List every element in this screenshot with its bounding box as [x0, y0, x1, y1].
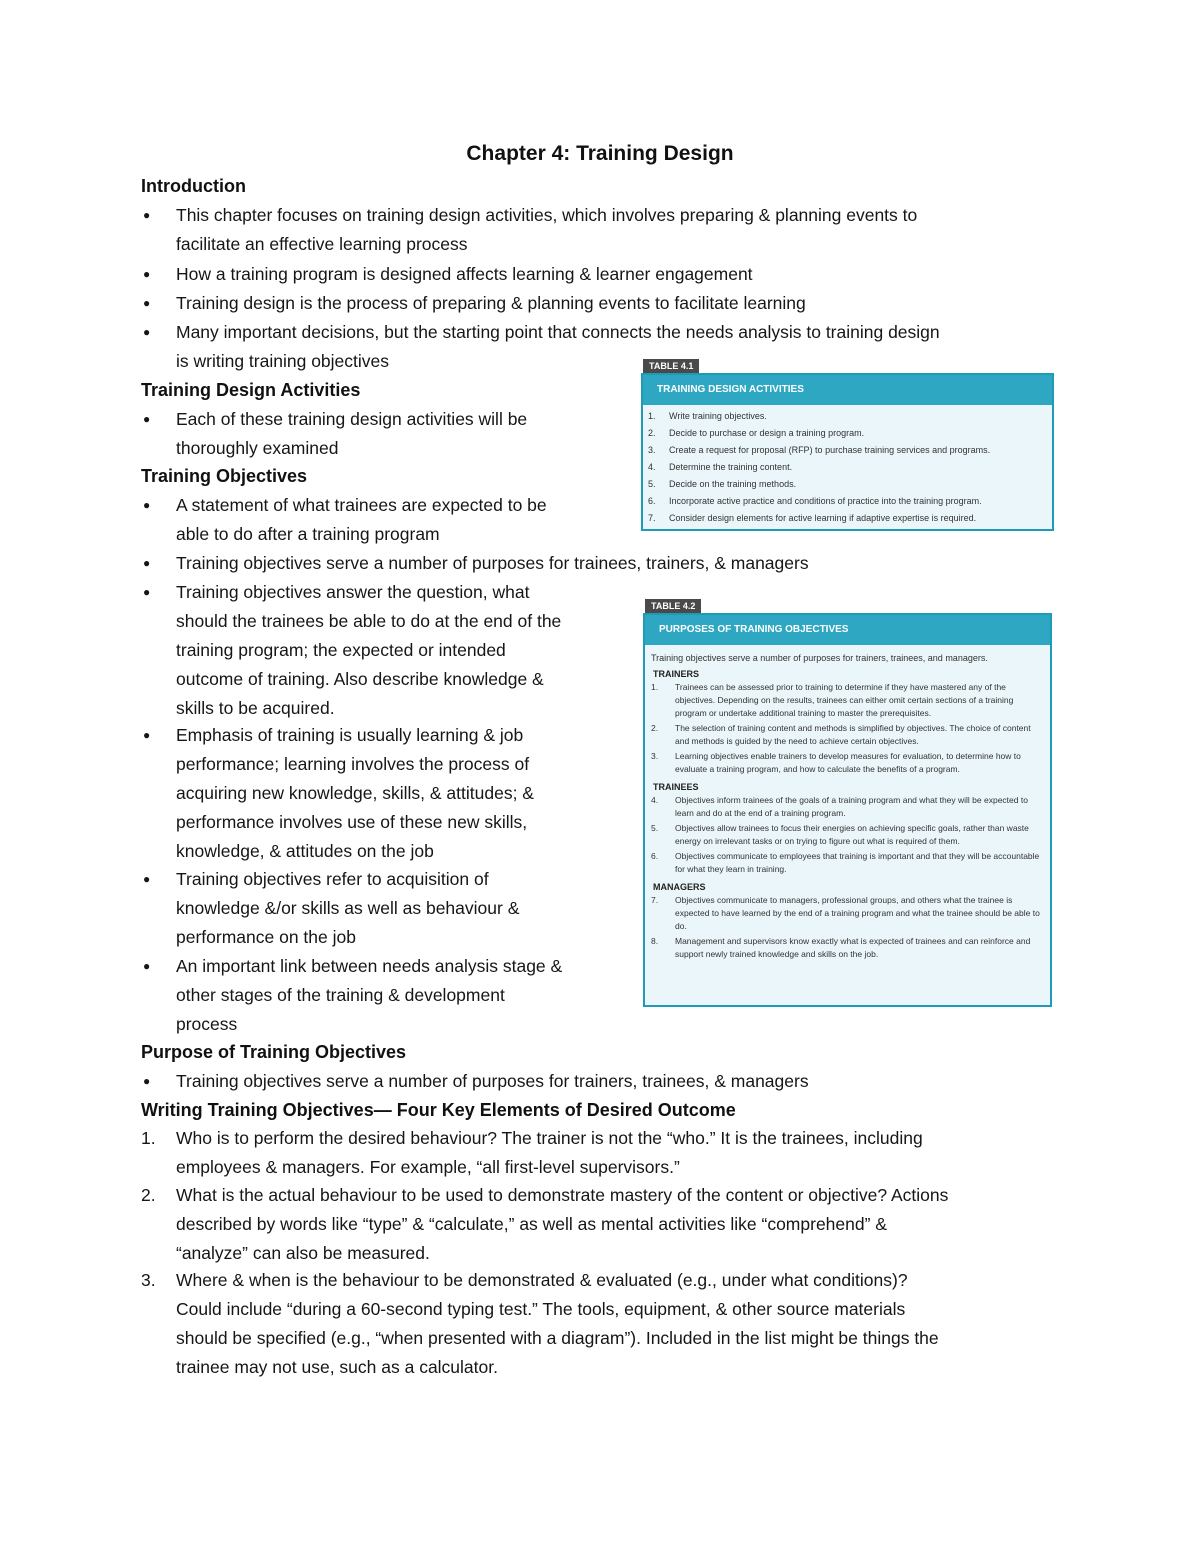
table-row: 1. Trainees can be assessed prior to training to determine if they have mastered any of the objectives. Depending on the results, trainees can either omit certain sections of a training program or undertake additional training to master the prerequisites. [651, 682, 1014, 718]
table-row: 5. Decide on the training methods. [648, 479, 797, 489]
table-header: TRAINING DESIGN ACTIVITIES [643, 375, 1052, 405]
list-item: ● Training objectives serve a number of purposes for trainers, trainees, & managers [176, 1067, 809, 1096]
list-item: ● This chapter focuses on training design activities, which involves preparing & planning events to facilitate an effective learning process [176, 201, 917, 259]
bullet-icon: ● [143, 585, 151, 599]
bullet-icon: ● [143, 208, 151, 222]
table-row: 5. Objectives allow trainees to focus their energies on achieving specific goals, rather than waste energy on irrelevant tasks or on trying to figure out what is required of them. [651, 823, 1029, 846]
bullet-icon: ● [143, 1074, 151, 1088]
list-item: ● Training objectives serve a number of purposes for trainees, trainers, & managers [176, 549, 809, 578]
table-training-design-activities [641, 359, 1054, 531]
bullet-icon: ● [143, 728, 151, 742]
section-heading-activities: Training Design Activities [141, 380, 361, 400]
numbered-item: 1. Who is to perform the desired behaviour? The trainer is not the “who.” It is the trainees, including employees & managers. For example, “all first-level supervisors.” [141, 1128, 923, 1177]
numbered-item: 2. What is the actual behaviour to be used to demonstrate mastery of the content or objective? Actions described by words like “type” & “calculate,” as well as mental activities like “comprehend” & “analyze” can also be measured. [141, 1185, 949, 1263]
table-header: PURPOSES OF TRAINING OBJECTIVES [645, 615, 1050, 645]
bullet-icon: ● [143, 412, 151, 426]
table-row: 6. Incorporate active practice and conditions of practice into the training program. [648, 496, 982, 506]
list-item: ● A statement of what trainees are expected to be able to do after a training program [176, 491, 547, 549]
numbered-item: 3. Where & when is the behaviour to be demonstrated & evaluated (e.g., under what conditions)? Could include “during a 60-second typing test.” The tools, equipment, & other source materials should be specified (e.g., “when presented with a diagram”). Included in the list might be things the trainee may not use, such as a calculator. [141, 1270, 939, 1377]
table-group-trainees: TRAINEES [653, 782, 699, 792]
section-heading-writing: Writing Training Objectives— Four Key Elements of Desired Outcome [141, 1100, 736, 1120]
bullet-icon: ● [143, 556, 151, 570]
table-intro: Training objectives serve a number of purposes for trainers, trainees, and managers. [651, 653, 988, 663]
table-row: 4. Objectives inform trainees of the goals of a training program and what they will be expected to learn and do at the end of a training program. [651, 795, 1028, 818]
table-group-managers: MANAGERS [653, 882, 706, 892]
bullet-icon: ● [143, 872, 151, 886]
bullet-icon: ● [143, 325, 151, 339]
bullet-icon: ● [143, 498, 151, 512]
list-item: ● Training objectives answer the question, what should the trainees be able to do at the end of the training program; the expected or intended outcome of training. Also describe knowledge & skills to be acquired. [176, 578, 561, 723]
table-row: 3. Learning objectives enable trainers to develop measures for evaluation, to determine how to evaluate a training program, and how to calculate the benefits of a program. [651, 751, 1021, 774]
list-item: ● How a training program is designed affects learning & learner engagement [176, 260, 753, 289]
bullet-icon: ● [143, 959, 151, 973]
table-purposes-of-training-objectives [643, 599, 1052, 1007]
table-row: 4. Determine the training content. [648, 462, 793, 472]
section-heading-purpose: Purpose of Training Objectives [141, 1042, 407, 1062]
table-tag: TABLE 4.2 [645, 599, 701, 613]
table-row: 6. Objectives communicate to employees that training is important and that they will be accountable for what they learn in training. [651, 851, 1040, 874]
bullet-icon: ● [143, 267, 151, 281]
section-heading-objectives: Training Objectives [141, 466, 308, 486]
section-heading-introduction: Introduction [141, 176, 246, 196]
table-row: 1. Write training objectives. [648, 411, 767, 421]
table-row: 2. Decide to purchase or design a training program. [648, 428, 865, 438]
table-row: 8. Management and supervisors know exactly what is expected of trainees and can reinforce and support newly trained knowledge and skills on the job. [651, 936, 1031, 959]
table-group-trainers: TRAINERS [653, 669, 700, 679]
list-item: ● An important link between needs analysis stage & other stages of the training & development process [176, 952, 562, 1039]
list-item: ● Training design is the process of preparing & planning events to facilitate learning [176, 289, 806, 318]
table-row: 7. Consider design elements for active learning if adaptive expertise is required. [648, 513, 977, 523]
table-row: 3. Create a request for proposal (RFP) to purchase training services and programs. [648, 445, 991, 455]
table-row: 7. Objectives communicate to managers, professional groups, and others what the trainee is expected to have learned by the end of a training program and what the trainee should be able to do. [651, 895, 1040, 931]
table-tag: TABLE 4.1 [643, 359, 699, 373]
bullet-icon: ● [143, 296, 151, 310]
page-title: Chapter 4: Training Design [466, 142, 734, 165]
table-row: 2. The selection of training content and methods is simplified by objectives. The choice of content and methods is guided by the need to achieve certain objectives. [651, 723, 1031, 746]
list-item: ● Training objectives refer to acquisition of knowledge &/or skills as well as behaviour & performance on the job [176, 865, 519, 952]
list-item: ● Emphasis of training is usually learning & job performance; learning involves the process of acquiring new knowledge, skills, & attitudes; & performance involves use of these new skills, knowledge, & attitudes on the job [176, 721, 534, 866]
list-item: ● Each of these training design activities will be thoroughly examined [176, 405, 527, 463]
list-item: ● Many important decisions, but the starting point that connects the needs analysis to training design is writing training objectives [176, 318, 940, 376]
